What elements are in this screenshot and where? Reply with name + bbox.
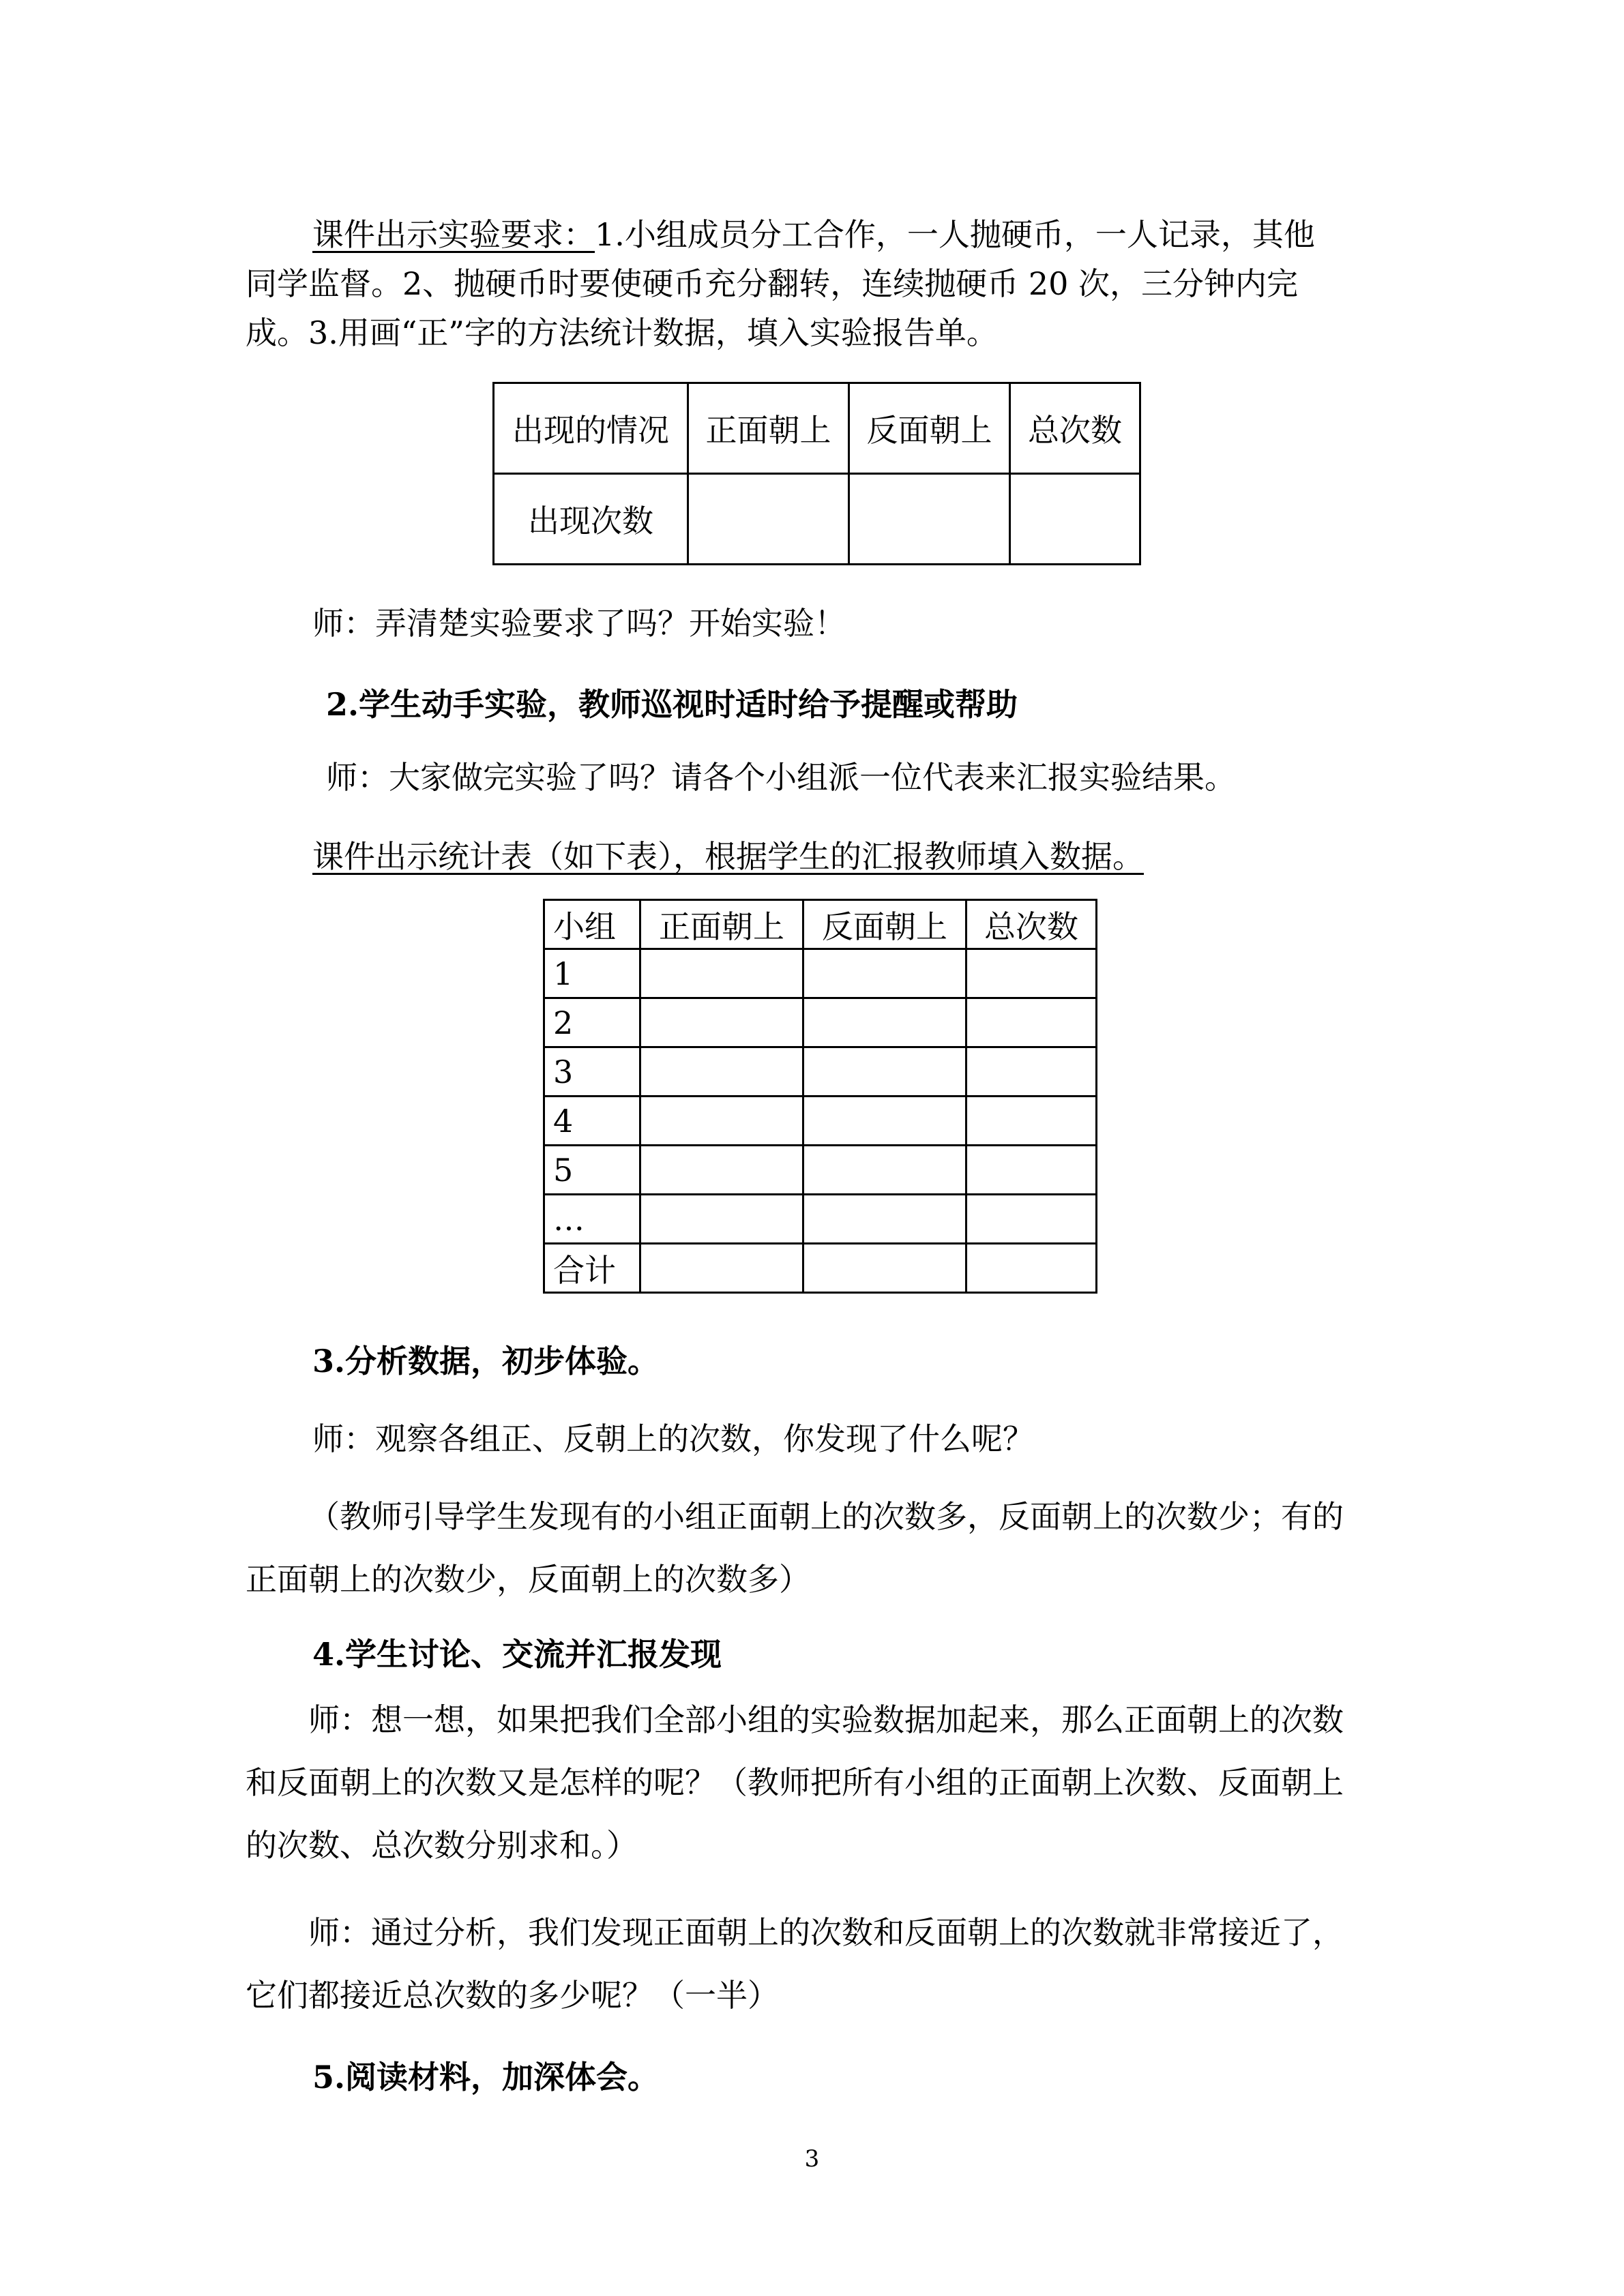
experiment-report-table xyxy=(492,382,1141,565)
experiment-requirements-line-2: 同学监督。2、抛硬币时要使硬币充分翻转，连续抛硬币 20 次，三分钟内完 xyxy=(246,265,1299,302)
teacher-guidance-paragraph: （教师引导学生发现有的小组正面朝上的次数多，反面朝上的次数少；有的正面朝上的次数少，反面朝上的次数多） xyxy=(246,1498,1344,1598)
section-heading-5: 5.阅读材料，加深体会。 xyxy=(312,2059,660,2096)
group-label: 5 xyxy=(544,1146,640,1195)
table-header-cell: 出现的情况 xyxy=(494,383,688,474)
section-heading-4: 4.学生讨论、交流并汇报发现 xyxy=(312,1636,722,1673)
group-statistics-table xyxy=(543,899,1097,1294)
table-cell xyxy=(966,949,1097,998)
teacher-line-start: 师：弄清楚实验要求了吗？开始实验！ xyxy=(312,605,846,642)
experiment-requirements-line-3: 成。3.用画“正”字的方法统计数据，填入实验报告单。 xyxy=(246,314,998,351)
table-cell xyxy=(803,1146,966,1195)
group-label: 合计 xyxy=(544,1244,640,1293)
table-header-cell: 正面朝上 xyxy=(640,900,803,949)
table-cell xyxy=(803,1047,966,1097)
table-row xyxy=(494,474,1140,565)
table-row xyxy=(544,1146,1097,1195)
table-row xyxy=(544,949,1097,998)
group-label: 2 xyxy=(544,998,640,1047)
table-cell xyxy=(803,998,966,1047)
table-cell xyxy=(640,1146,803,1195)
table-cell xyxy=(640,998,803,1047)
table-cell xyxy=(803,949,966,998)
table-header-cell: 正面朝上 xyxy=(688,383,849,474)
table-cell xyxy=(803,1195,966,1244)
group-label: 1 xyxy=(544,949,640,998)
table-cell xyxy=(966,1146,1097,1195)
table-row xyxy=(494,383,1140,474)
table-cell xyxy=(803,1244,966,1293)
table-row xyxy=(544,1097,1097,1146)
table-cell xyxy=(688,474,849,565)
experiment-requirements-line-1: 课件出示实验要求：1.小组成员分工合作，一人抛硬币，一人记录，其他 xyxy=(312,216,1315,253)
table-row xyxy=(544,1195,1097,1244)
table-header-cell: 总次数 xyxy=(966,900,1097,949)
table-cell xyxy=(1010,474,1140,565)
table-row xyxy=(544,900,1097,949)
table-cell xyxy=(803,1097,966,1146)
table-cell xyxy=(966,1244,1097,1293)
courseware-label: 课件出示实验要求： xyxy=(312,216,595,253)
page-number: 3 xyxy=(804,2145,820,2173)
table-cell xyxy=(640,949,803,998)
table-row-label: 出现次数 xyxy=(494,474,688,565)
table-cell xyxy=(640,1047,803,1097)
statistics-table-caption: 课件出示统计表（如下表），根据学生的汇报教师填入数据。 xyxy=(312,838,1144,875)
table-header-cell: 小组 xyxy=(544,900,640,949)
section-heading-2: 2.学生动手实验，教师巡视时适时给予提醒或帮助 xyxy=(326,686,1018,723)
table-row xyxy=(544,1047,1097,1097)
teacher-question-paragraph: 师：想一想，如果把我们全部小组的实验数据加起来，那么正面朝上的次数和反面朝上的次数又是怎样的呢？（教师把所有小组的正面朝上次数、反面朝上的次数、总次数分别求和。） xyxy=(246,1701,1344,1864)
table-header-cell: 反面朝上 xyxy=(849,383,1010,474)
table-cell xyxy=(640,1195,803,1244)
table-cell xyxy=(966,998,1097,1047)
table-cell xyxy=(640,1244,803,1293)
table-cell xyxy=(849,474,1010,565)
table-cell xyxy=(640,1097,803,1146)
group-label: 3 xyxy=(544,1047,640,1097)
teacher-line-observe: 师：观察各组正、反朝上的次数，你发现了什么呢？ xyxy=(312,1420,1034,1457)
group-label: … xyxy=(544,1195,640,1244)
group-label: 4 xyxy=(544,1097,640,1146)
table-row xyxy=(544,1244,1097,1293)
teacher-conclusion-paragraph: 师：通过分析，我们发现正面朝上的次数和反面朝上的次数就非常接近了，它们都接近总次数的多少呢？（一半） xyxy=(246,1914,1344,2014)
table-cell xyxy=(966,1047,1097,1097)
table-header-cell: 总次数 xyxy=(1010,383,1140,474)
table-header-cell: 反面朝上 xyxy=(803,900,966,949)
teacher-line-report: 师：大家做完实验了吗？请各个小组派一位代表来汇报实验结果。 xyxy=(326,759,1236,796)
table-cell xyxy=(966,1195,1097,1244)
section-heading-3: 3.分析数据，初步体验。 xyxy=(312,1343,660,1380)
table-cell xyxy=(966,1097,1097,1146)
table-row xyxy=(544,998,1097,1047)
